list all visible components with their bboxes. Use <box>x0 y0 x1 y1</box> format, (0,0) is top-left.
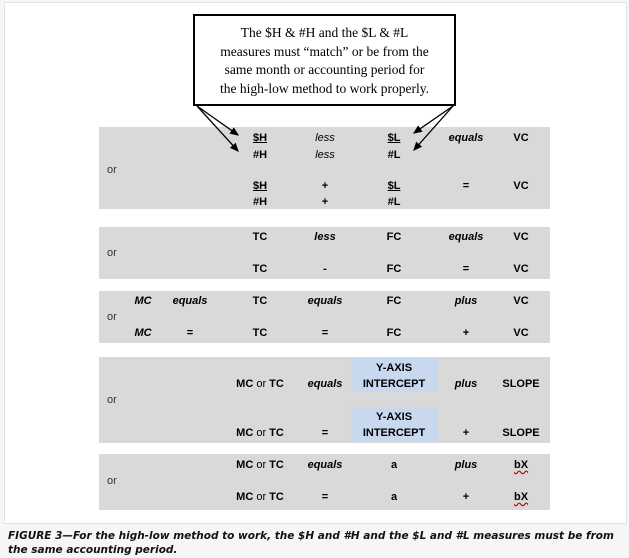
high-cost: $H <box>252 180 268 192</box>
operator: = <box>321 491 329 503</box>
high-cost: $H <box>252 132 268 144</box>
callout-line: the high-low method to work properly. <box>219 80 430 96</box>
callout-line: same month or accounting period for <box>224 62 425 77</box>
mc-or-tc: MC or TC <box>236 459 284 471</box>
operator: + <box>321 196 329 208</box>
arrow-to-high-units <box>197 106 238 151</box>
operator: = <box>462 180 470 192</box>
fixed-cost: FC <box>386 295 402 307</box>
low-cost: $L <box>387 180 401 192</box>
operator: equals <box>172 295 208 307</box>
y-axis-label: Y-AXIS <box>375 411 413 423</box>
result: VC <box>513 231 529 243</box>
or-label: or <box>107 394 117 406</box>
arrow-to-high-cost <box>197 106 238 135</box>
operator: = <box>321 327 329 339</box>
callout-line: measures must “match” or be from the <box>220 43 429 59</box>
mc-or-tc: MC or TC <box>236 427 284 439</box>
total-cost: TC <box>252 295 268 307</box>
total-cost: TC <box>252 231 268 243</box>
operator: - <box>323 263 327 275</box>
slope-label: SLOPE <box>502 378 540 390</box>
mc-or-tc: MC or TC <box>236 491 284 503</box>
arrow-to-low-units <box>414 106 453 150</box>
intercept-a: a <box>390 459 398 471</box>
mixed-cost: MC <box>134 295 152 307</box>
operator: equals <box>307 378 343 390</box>
callout-line: The $H & #H and the $L & #L <box>240 25 409 40</box>
result: VC <box>513 132 529 144</box>
low-units: #L <box>387 149 401 161</box>
or-label: or <box>107 311 117 323</box>
operator: + <box>462 491 470 503</box>
result: VC <box>513 263 529 275</box>
result: VC <box>513 327 529 339</box>
intercept-label: INTERCEPT <box>362 427 426 439</box>
low-units: #L <box>387 196 401 208</box>
intercept-a: a <box>390 491 398 503</box>
high-units: #H <box>252 196 268 208</box>
operator: equals <box>448 132 484 144</box>
operator: + <box>462 427 470 439</box>
fixed-cost: FC <box>386 263 402 275</box>
fixed-cost: FC <box>386 327 402 339</box>
mixed-cost: MC <box>134 327 152 339</box>
intercept-label: INTERCEPT <box>362 378 426 390</box>
operator: plus <box>454 459 478 471</box>
or-label: or <box>107 164 117 176</box>
or-label: or <box>107 247 117 259</box>
fixed-cost: FC <box>386 231 402 243</box>
operator: = <box>186 327 194 339</box>
slope-term: bX <box>513 491 529 503</box>
result: VC <box>513 295 529 307</box>
operator: = <box>462 263 470 275</box>
slope-term: bX <box>513 459 529 471</box>
figure-caption: FIGURE 3—For the high-low method to work, the $H and #H and the $L and #L measures must be from the same accounting period. <box>8 530 614 556</box>
operator: = <box>321 427 329 439</box>
total-cost: TC <box>252 327 268 339</box>
operator: plus <box>454 378 478 390</box>
low-cost: $L <box>387 132 401 144</box>
operator: less <box>315 132 335 144</box>
operator: + <box>462 327 470 339</box>
slope-label: SLOPE <box>502 427 540 439</box>
result: VC <box>513 180 529 192</box>
operator: + <box>321 180 329 192</box>
operator: equals <box>307 295 343 307</box>
high-units: #H <box>252 149 268 161</box>
operator: equals <box>448 231 484 243</box>
operator: less <box>315 149 335 161</box>
operator: plus <box>454 295 478 307</box>
operator: less <box>314 231 336 243</box>
or-label: or <box>107 475 117 487</box>
operator: equals <box>307 459 343 471</box>
mc-or-tc: MC or TC <box>236 378 284 390</box>
total-cost: TC <box>252 263 268 275</box>
y-axis-label: Y-AXIS <box>375 362 413 374</box>
